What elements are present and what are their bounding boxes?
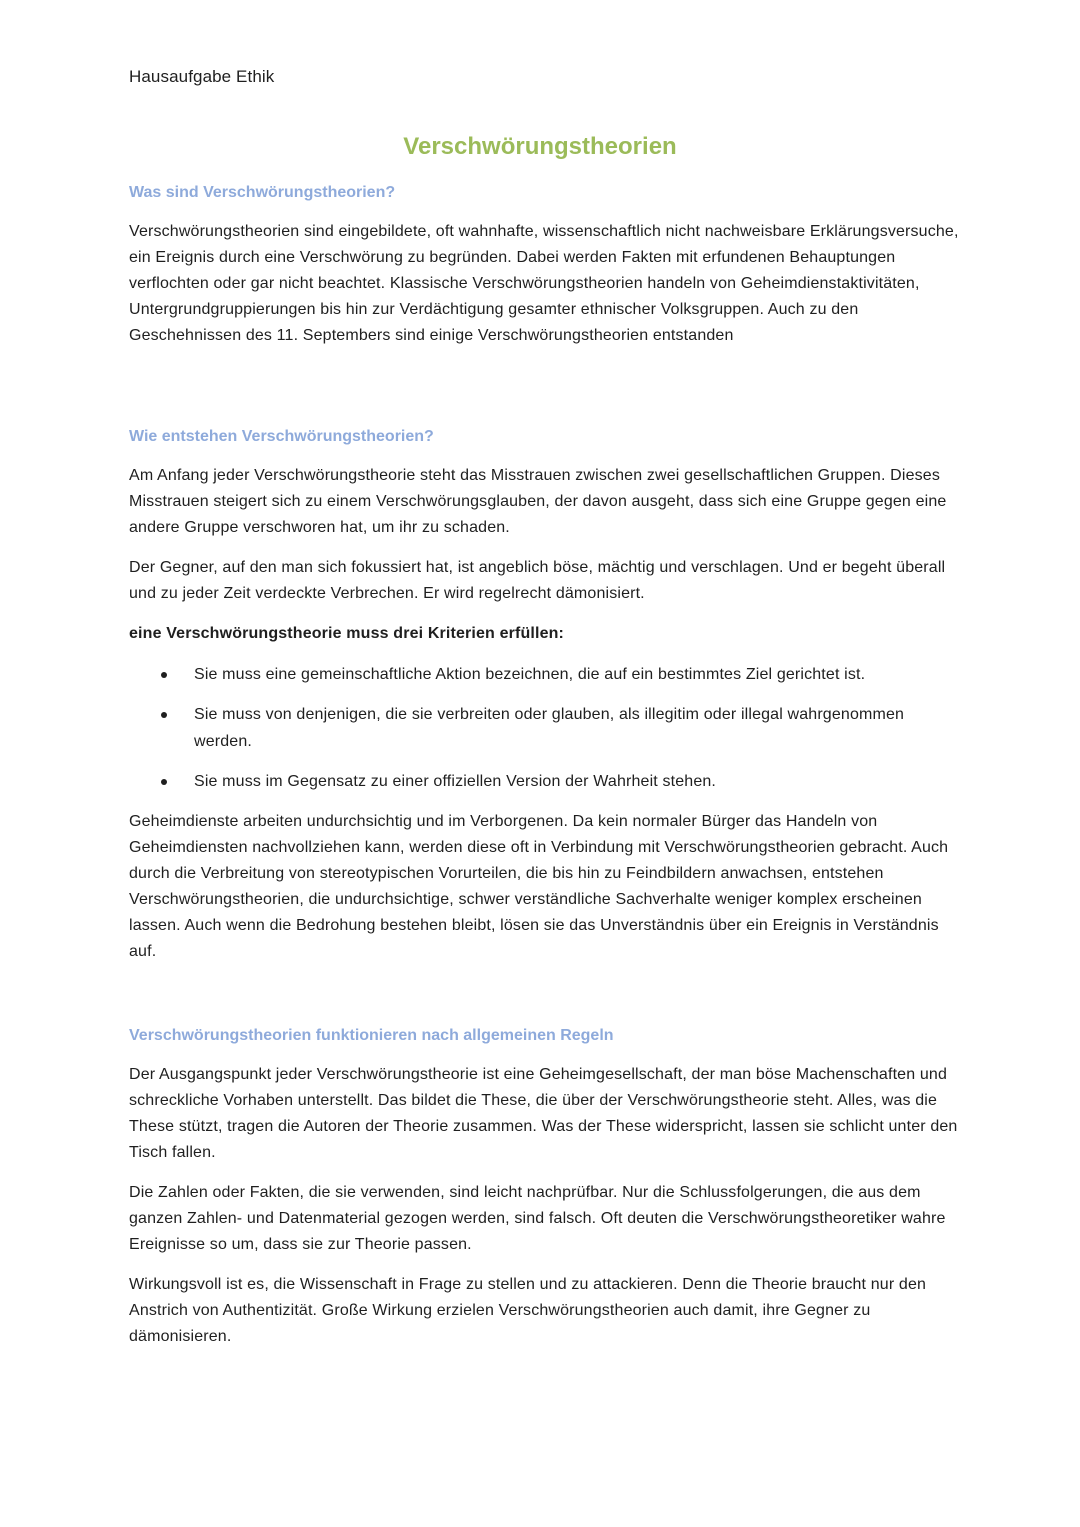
list-item-text: Sie muss von denjenigen, die sie verbreiten oder glauben, als illegitim oder illegal wahrgenommen werden. — [194, 706, 905, 750]
list-item-text: Sie muss eine gemeinschaftliche Aktion bezeichnen, die auf ein bestimmtes Ziel gerichtet ist. — [194, 666, 866, 683]
paragraph: Am Anfang jeder Verschwörungstheorie steht das Misstrauen zwischen zwei gesellschaftlichen Gruppen. Dieses Misstrauen steigert sich zu einem Verschwörungsglauben, der davon ausgeht, dass sich eine Gruppe gegen eine andere Gruppe verschworen hat, um ihr zu schaden. — [129, 467, 947, 536]
criteria-list — [129, 661, 959, 795]
section-heading: Was sind Verschwörungstheorien? — [129, 184, 396, 201]
section-rules — [129, 1026, 959, 1350]
paragraph: Verschwörungstheorien sind eingebildete, oft wahnhafte, wissenschaftlich nicht nachweisbare Erklärungsversuche, ein Ereignis durch eine Verschwörung zu begründen. Dabei werden Fakten mit erfundenen Behauptungen verflochten oder gar nicht beachtet. Klassische Verschwörungstheorien handeln von Geheimdienstaktivitäten, Untergrundgruppierungen bis hin zur Verdächtigung gesamter ethnischer Volksgruppen. Auch zu den Geschehnissen des 11. Septembers sind einige Verschwörungstheorien entstanden — [129, 223, 959, 344]
paragraph: Geheimdienste arbeiten undurchsichtig und im Verborgenen. Da kein normaler Bürger das Handeln von Geheimdiensten nachvollziehen kann, werden diese oft in Verbindung mit Verschwörungstheorien gebracht. Auch durch die Verbreitung von stereotypischen Vorurteilen, die bis hin zu Feindbildern anwachsen, entstehen Verschwörungstheorien, die undurchsichtige, schwer verständliche Sachverhalte weniger komplex erscheinen lassen. Auch wenn die Bedrohung bestehen bleibt, lösen sie das Unverständnis über ein Ereignis in Verständnis auf. — [129, 813, 949, 960]
paragraph: Die Zahlen oder Fakten, die sie verwenden, sind leicht nachprüfbar. Nur die Schlussfolgerungen, die aus dem ganzen Zahlen- und Datenmaterial gezogen werden, sind falsch. Oft deuten die Verschwörungstheoretiker wahre Ereignisse so um, dass sie zur Theorie passen. — [129, 1184, 946, 1253]
bullet-icon — [161, 672, 167, 678]
bullet-icon — [161, 779, 167, 785]
criteria-heading: eine Verschwörungstheorie muss drei Kriterien erfüllen: — [129, 625, 565, 642]
section-heading: Verschwörungstheorien funktionieren nach allgemeinen Regeln — [129, 1027, 614, 1044]
paragraph: Der Gegner, auf den man sich fokussiert hat, ist angeblich böse, mächtig und verschlagen. Und er begeht überall und zu jeder Zeit verdeckte Verbrechen. Er wird regelrecht dämonisiert. — [129, 559, 946, 602]
document-title: Verschwörungstheorien — [403, 133, 677, 160]
list-item-text: Sie muss im Gegensatz zu einer offiziellen Version der Wahrheit stehen. — [194, 773, 717, 790]
list-item — [129, 768, 959, 795]
bullet-icon — [161, 712, 167, 718]
page-header: Hausaufgabe Ethik — [129, 67, 275, 86]
paragraph: Wirkungsvoll ist es, die Wissenschaft in Frage zu stellen und zu attackieren. Denn die Theorie braucht nur den Anstrich von Authentizität. Große Wirkung erzielen Verschwörungstheorien auch damit, ihre Gegner zu dämonisieren. — [129, 1276, 927, 1345]
list-item — [129, 701, 959, 755]
list-item — [129, 661, 959, 688]
section-heading: Wie entstehen Verschwörungstheorien? — [129, 428, 434, 445]
paragraph: Der Ausgangspunkt jeder Verschwörungstheorie ist eine Geheimgesellschaft, der man böse Machenschaften und schreckliche Vorhaben unterstellt. Das bildet die These, die über der Verschwörungstheorie steht. Alles, was die These stützt, tragen die Autoren der Theorie zusammen. Was der These widerspricht, lassen sie schlicht unter den Tisch fallen. — [129, 1066, 958, 1161]
section-how-arise — [129, 427, 959, 965]
section-what-are — [129, 183, 959, 349]
